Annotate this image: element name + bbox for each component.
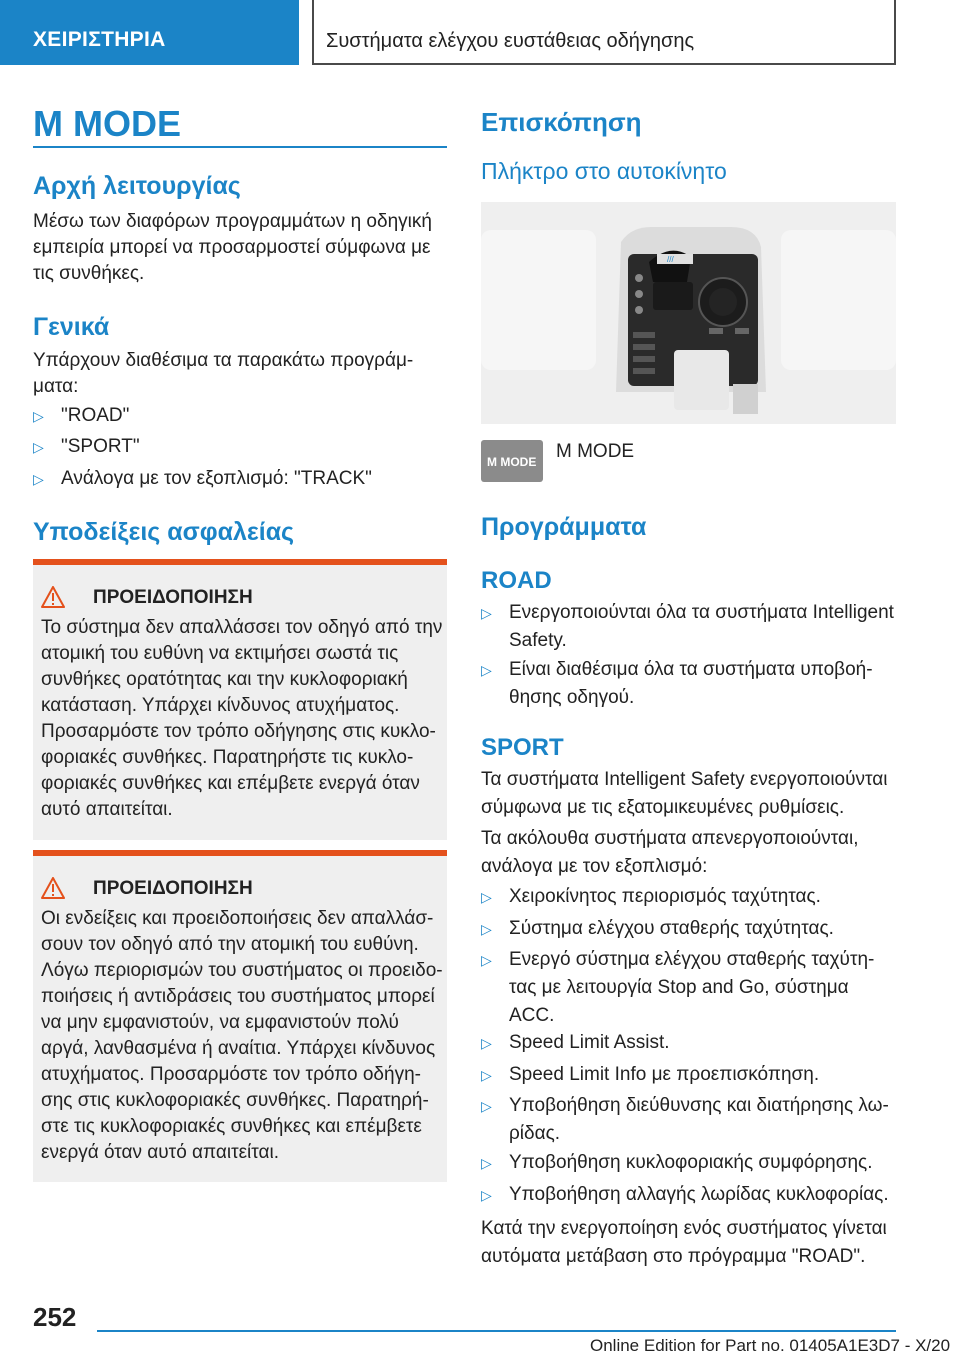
- section-title: ΧΕΙΡΙΣΤΗΡΙΑ: [33, 28, 166, 51]
- footer-rule: [97, 1330, 896, 1332]
- triangle-bullet-icon: ▷: [481, 1035, 492, 1051]
- section-tab: [0, 0, 299, 65]
- general-heading: Γενικά: [33, 313, 110, 341]
- svg-text:///: ///: [667, 255, 674, 264]
- list-item: ▷ "ROAD": [33, 402, 447, 430]
- console-photo: [481, 202, 896, 424]
- operation-text: Μέσω των διαφόρων προγραμμάτων η οδηγική εμπειρία μπορεί να προσαρμοστεί σύμφωνα με τις συνθήκες.: [33, 211, 432, 284]
- button-caption: M MODE: [556, 441, 635, 462]
- list-item: ▷ Είναι διαθέσιμα όλα τα συστήματα υποβοή-θησης οδηγού.: [481, 656, 896, 712]
- triangle-bullet-icon: ▷: [481, 1155, 492, 1171]
- page-title: M MODE: [33, 103, 181, 144]
- m-mode-button-label: M MODE: [487, 455, 537, 469]
- list-item: ▷ "SPORT": [33, 433, 447, 461]
- warning-box: [33, 850, 447, 1182]
- triangle-bullet-icon: ▷: [481, 662, 492, 678]
- list-item: ▷ Σύστημα ελέγχου σταθερής ταχύτητας.: [481, 915, 896, 943]
- list-item: ▷ Ενεργοποιούνται όλα τα συστήματα Intelligent Safety.: [481, 599, 896, 655]
- chapter-title: Συστήματα ελέγχου ευστάθειας οδήγησης: [326, 30, 695, 52]
- warning-triangle-icon: [41, 586, 65, 608]
- warning-box: [33, 559, 447, 840]
- operation-heading: Αρχή λειτουργίας: [33, 172, 241, 200]
- button-heading: Πλήκτρο στο αυτοκίνητο: [481, 158, 727, 184]
- sport-text-3: Κατά την ενεργοποίηση ενός συστήματος γίνεται αυτόματα μετάβαση στο πρόγραμμα "ROAD".: [481, 1218, 887, 1267]
- m-mode-button-icon: [481, 440, 543, 482]
- road-heading: ROAD: [481, 567, 552, 594]
- warning-bar: [33, 850, 447, 856]
- chapter-header: [312, 0, 896, 65]
- list-item: ▷ Speed Limit Assist.: [481, 1029, 896, 1057]
- programs-heading: Προγράμματα: [481, 513, 647, 541]
- list-item: ▷ Υποβοήθηση διεύθυνσης και διατήρησης λω-ρίδας.: [481, 1092, 896, 1148]
- warning-text: Το σύστημα δεν απαλλάσσει τον οδηγό από την ατομική του ευθύνη να εκτιμήσει σωστά τις συνθήκες ορατότητας και την κυκλοφοριακή κατάσταση. Υπάρχει κίνδυνος ατυχήματος. Προσαρμόστε τον τρόπο οδήγησης στις κυκλο-φοριακές συνθήκες. Παρατηρήστε τις κυκλο-φοριακές συνθήκες και επέμβετε ενεργά όταν αυτό απαιτείται.: [41, 617, 443, 820]
- list-item: ▷ Ανάλογα με τον εξοπλισμό: "TRACK": [33, 465, 447, 493]
- triangle-bullet-icon: ▷: [481, 921, 492, 937]
- list-item: ▷ Speed Limit Info με προεπισκόπηση.: [481, 1061, 896, 1089]
- triangle-bullet-icon: ▷: [481, 605, 492, 621]
- safety-heading: Υποδείξεις ασφαλείας: [33, 518, 295, 546]
- triangle-bullet-icon: ▷: [481, 1067, 492, 1083]
- warning-text: Οι ενδείξεις και προειδοποιήσεις δεν απαλλάσ-σουν τον οδηγό από την ατομική του ευθύνη. Λόγω περιορισμών του συστήματος οι προειδο-ποιήσεις ή αντιδράσεις του συστήματος μπορεί να μην εμφανιστούν, να εμφανιστούν πολύ αργά, λανθασμένα ή αναίτια. Υπάρχει κίνδυνος ατυχήματος. Προσαρμόστε τον τρόπο οδήγη-σης στις κυκλοφοριακές συνθήκες. Παρατηρή-στε τις κυκλοφοριακές συνθήκες και επέμβετε ενεργά όταν αυτό απαιτείται.: [41, 908, 443, 1163]
- warning-bar: [33, 559, 447, 565]
- triangle-bullet-icon: ▷: [481, 889, 492, 905]
- general-text: Υπάρχουν διαθέσιμα τα παρακάτω προγράμ-ματα:: [33, 350, 414, 397]
- page-number: 252: [33, 1302, 77, 1332]
- list-item: ▷ Χειροκίνητος περιορισμός ταχύτητας.: [481, 883, 896, 911]
- list-item: ▷ Ενεργό σύστημα ελέγχου σταθερής ταχύτη-τας με λειτουργία Stop and Go, σύστημα ACC.: [481, 946, 896, 1030]
- sport-text-1: Τα συστήματα Intelligent Safety ενεργοποιούνται σύμφωνα με τις εξατομικευμένες ρυθμίσεις.: [481, 769, 888, 818]
- edition-text: Online Edition for Part no. 01405A1E3D7 - X/20: [590, 1336, 951, 1355]
- title-rule: [33, 146, 447, 148]
- sport-text-2: Τα ακόλουθα συστήματα απενεργοποιούνται, ανάλογα με τον εξοπλισμό:: [481, 828, 859, 877]
- warning-title: ΠΡΟΕΙΔΟΠΟΙΗΣΗ: [93, 878, 253, 899]
- triangle-bullet-icon: ▷: [33, 471, 44, 487]
- triangle-bullet-icon: ▷: [481, 1098, 492, 1114]
- triangle-bullet-icon: ▷: [481, 952, 492, 968]
- list-item: ▷ Υποβοήθηση αλλαγής λωρίδας κυκλοφορίας.: [481, 1181, 896, 1209]
- list-item: ▷ Υποβοήθηση κυκλοφοριακής συμφόρησης.: [481, 1149, 896, 1177]
- warning-triangle-icon: [41, 877, 65, 899]
- overview-heading: Επισκόπηση: [481, 107, 642, 137]
- console-image: [481, 202, 896, 424]
- triangle-bullet-icon: ▷: [33, 439, 44, 455]
- sport-heading: SPORT: [481, 734, 564, 761]
- triangle-bullet-icon: ▷: [33, 408, 44, 424]
- triangle-bullet-icon: ▷: [481, 1187, 492, 1203]
- warning-title: ΠΡΟΕΙΔΟΠΟΙΗΣΗ: [93, 587, 253, 608]
